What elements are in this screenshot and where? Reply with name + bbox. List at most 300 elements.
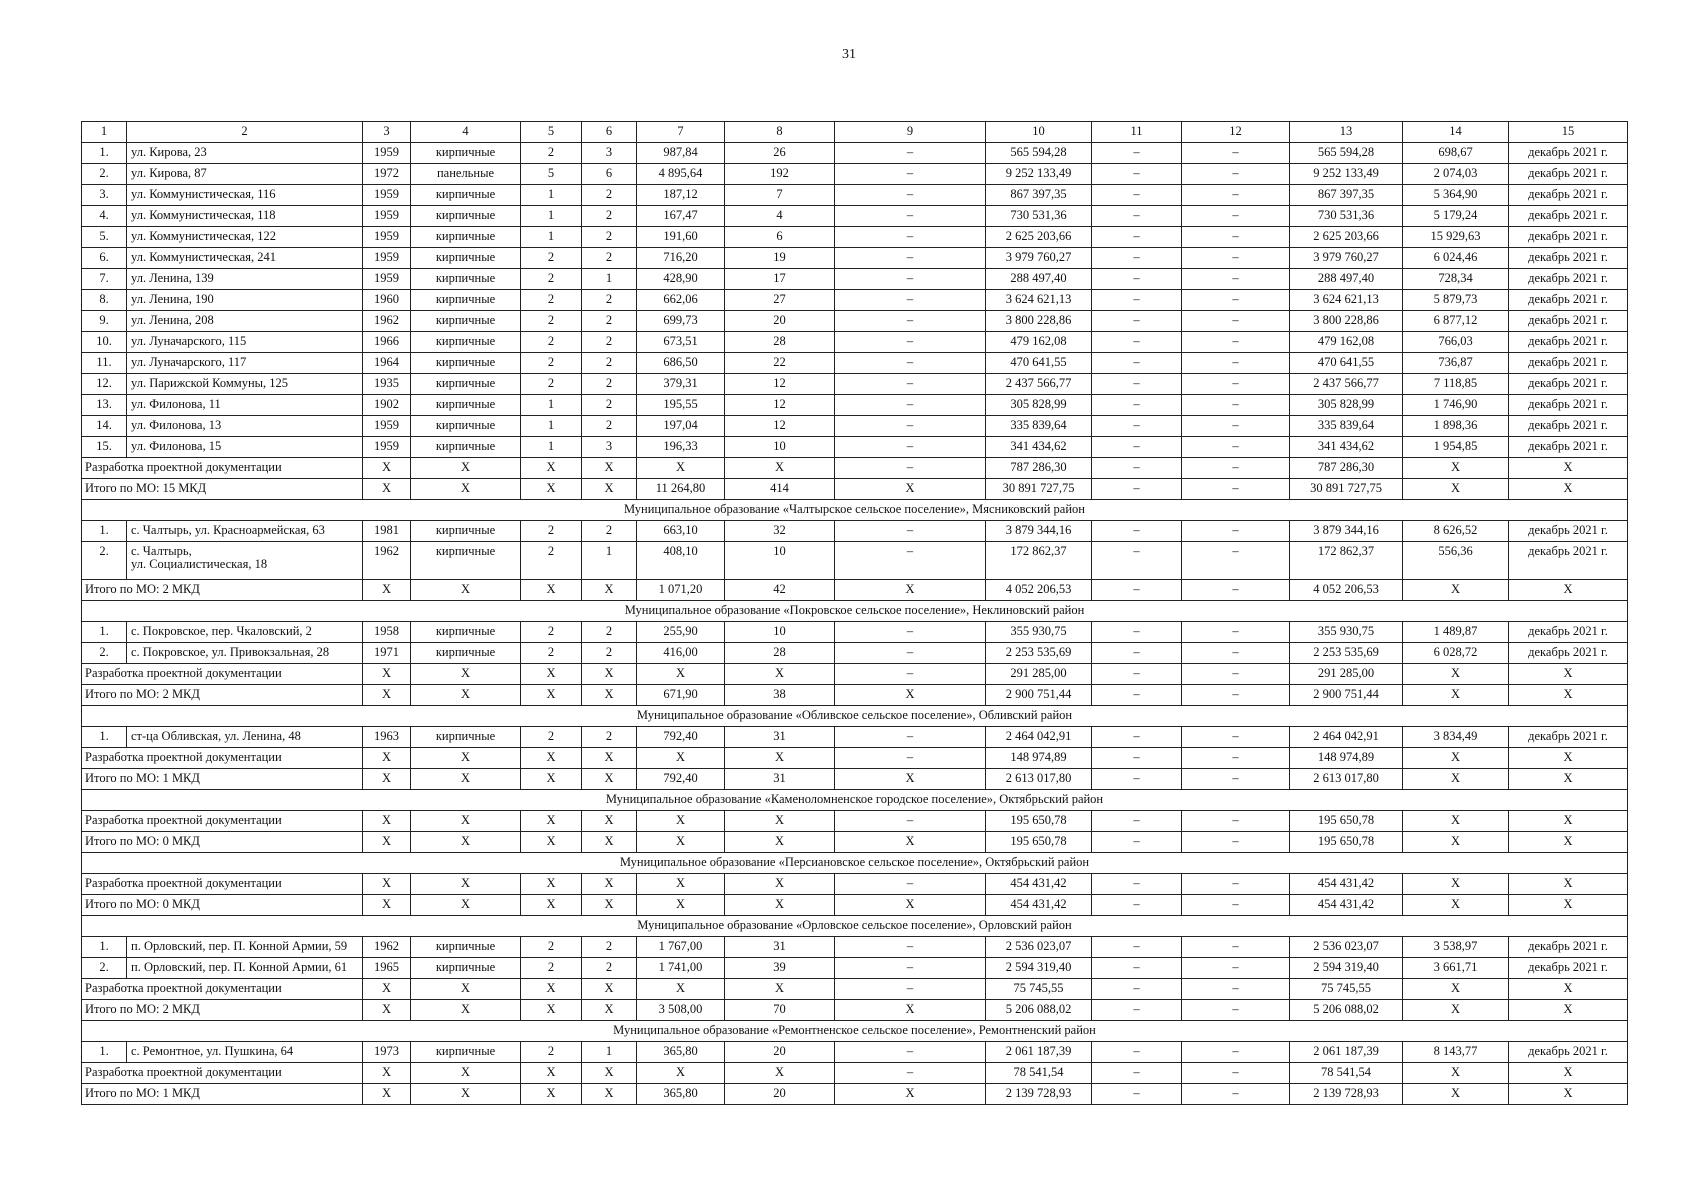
summary-cell: X	[637, 895, 725, 916]
table-cell: декабрь 2021 г.	[1509, 143, 1628, 164]
summary-cell: X	[582, 874, 637, 895]
table-cell: 2 625 203,66	[1290, 227, 1403, 248]
table-cell: 2	[521, 374, 582, 395]
table-cell: –	[1182, 437, 1290, 458]
table-row	[82, 643, 1628, 664]
summary-cell: X	[363, 1000, 411, 1021]
table-cell: –	[1092, 206, 1182, 227]
address-cell: п. Орловский, пер. П. Конной Армии, 61	[127, 958, 363, 979]
table-cell: 355 930,75	[986, 622, 1092, 643]
summary-label: Разработка проектной документации	[82, 811, 363, 832]
summary-row	[82, 979, 1628, 1000]
summary-row	[82, 1084, 1628, 1105]
table-row	[82, 958, 1628, 979]
address-cell: ул. Филонова, 13	[127, 416, 363, 437]
table-cell: 196,33	[637, 437, 725, 458]
summary-cell: –	[835, 979, 986, 1000]
table-row	[82, 937, 1628, 958]
table-cell: –	[1092, 143, 1182, 164]
summary-cell: X	[725, 1063, 835, 1084]
table-cell: 1962	[363, 937, 411, 958]
table-cell: –	[1092, 290, 1182, 311]
summary-row	[82, 580, 1628, 601]
address-cell: с. Чалтырь, ул. Социалистическая, 18	[127, 542, 363, 580]
table-cell: 730 531,36	[986, 206, 1092, 227]
table-cell: 7	[725, 185, 835, 206]
summary-cell: X	[521, 1000, 582, 1021]
table-cell: –	[1092, 542, 1182, 580]
table-cell: 2 437 566,77	[1290, 374, 1403, 395]
table-cell: 1959	[363, 416, 411, 437]
summary-cell: 30 891 727,75	[1290, 479, 1403, 500]
table-cell: 1.	[82, 622, 127, 643]
summary-cell: –	[1092, 769, 1182, 790]
summary-cell: –	[835, 748, 986, 769]
table-cell: 12	[725, 416, 835, 437]
page-number: 31	[842, 47, 856, 62]
table-cell: –	[1182, 269, 1290, 290]
table-cell: 5 364,90	[1403, 185, 1509, 206]
table-cell: 1.	[82, 727, 127, 748]
section-title: Муниципальное образование «Каменоломненское городское поселение», Октябрьский район	[82, 790, 1628, 811]
table-cell: 2	[582, 206, 637, 227]
summary-cell: 2 900 751,44	[986, 685, 1092, 706]
table-row	[82, 353, 1628, 374]
summary-cell: 792,40	[637, 769, 725, 790]
table-cell: 1966	[363, 332, 411, 353]
table-row	[82, 290, 1628, 311]
address-cell: ул. Коммунистическая, 241	[127, 248, 363, 269]
summary-cell: X	[582, 748, 637, 769]
summary-cell: 70	[725, 1000, 835, 1021]
table-cell: 2	[582, 622, 637, 643]
summary-cell: X	[835, 479, 986, 500]
summary-cell: X	[411, 685, 521, 706]
table-row	[82, 248, 1628, 269]
table-cell: 2	[521, 332, 582, 353]
table-cell: 3 800 228,86	[986, 311, 1092, 332]
section-row	[82, 916, 1628, 937]
table-cell: декабрь 2021 г.	[1509, 437, 1628, 458]
table-cell: 1964	[363, 353, 411, 374]
table-cell: 2	[521, 958, 582, 979]
table-cell: декабрь 2021 г.	[1509, 248, 1628, 269]
table-cell: панельные	[411, 164, 521, 185]
table-cell: –	[1182, 311, 1290, 332]
table-cell: декабрь 2021 г.	[1509, 937, 1628, 958]
summary-cell: 20	[725, 1084, 835, 1105]
summary-cell: X	[1403, 748, 1509, 769]
summary-cell: X	[1403, 685, 1509, 706]
summary-cell: X	[835, 580, 986, 601]
address-cell: ул. Луначарского, 117	[127, 353, 363, 374]
table-cell: 3 624 621,13	[986, 290, 1092, 311]
table-cell: 2	[521, 521, 582, 542]
table-cell: 2	[582, 958, 637, 979]
table-cell: 3 624 621,13	[1290, 290, 1403, 311]
summary-cell: X	[521, 895, 582, 916]
summary-row	[82, 479, 1628, 500]
table-cell: 2	[582, 353, 637, 374]
address-cell: п. Орловский, пер. П. Конной Армии, 59	[127, 937, 363, 958]
summary-cell: X	[363, 874, 411, 895]
table-cell: 1	[521, 416, 582, 437]
section-row	[82, 790, 1628, 811]
table-cell: 10.	[82, 332, 127, 353]
table-cell: 195,55	[637, 395, 725, 416]
summary-cell: X	[411, 664, 521, 685]
table-cell: –	[835, 311, 986, 332]
table-cell: 416,00	[637, 643, 725, 664]
summary-cell: X	[1509, 748, 1628, 769]
summary-cell: X	[411, 874, 521, 895]
table-cell: декабрь 2021 г.	[1509, 374, 1628, 395]
summary-cell: X	[582, 479, 637, 500]
table-cell: 2	[582, 290, 637, 311]
table-cell: декабрь 2021 г.	[1509, 206, 1628, 227]
table-cell: 355 930,75	[1290, 622, 1403, 643]
section-row	[82, 853, 1628, 874]
table-cell: 2	[582, 185, 637, 206]
summary-cell: X	[835, 1084, 986, 1105]
table-cell: 9 252 133,49	[1290, 164, 1403, 185]
summary-cell: –	[1182, 748, 1290, 769]
summary-cell: X	[363, 664, 411, 685]
table-cell: 2 594 319,40	[986, 958, 1092, 979]
summary-cell: X	[1403, 811, 1509, 832]
table-cell: –	[1182, 937, 1290, 958]
summary-cell: X	[835, 769, 986, 790]
section-row	[82, 1021, 1628, 1042]
table-cell: 1959	[363, 185, 411, 206]
summary-cell: –	[835, 664, 986, 685]
summary-cell: 414	[725, 479, 835, 500]
summary-cell: 4 052 206,53	[1290, 580, 1403, 601]
table-cell: –	[835, 353, 986, 374]
table-cell: кирпичные	[411, 727, 521, 748]
summary-cell: X	[363, 685, 411, 706]
table-cell: 4	[725, 206, 835, 227]
table-cell: –	[835, 937, 986, 958]
table-cell: 2	[582, 521, 637, 542]
column-number-cell: 9	[835, 122, 986, 143]
summary-cell: –	[835, 458, 986, 479]
summary-cell: X	[637, 458, 725, 479]
table-cell: 2	[582, 374, 637, 395]
table-row	[82, 542, 1628, 580]
summary-cell: 2 139 728,93	[986, 1084, 1092, 1105]
summary-cell: 30 891 727,75	[986, 479, 1092, 500]
table-row	[82, 622, 1628, 643]
table-cell: 736,87	[1403, 353, 1509, 374]
table-cell: 31	[725, 727, 835, 748]
summary-cell: X	[1509, 832, 1628, 853]
summary-cell: –	[1182, 1084, 1290, 1105]
summary-cell: X	[1509, 1063, 1628, 1084]
table-cell: –	[1092, 269, 1182, 290]
table-cell: 167,47	[637, 206, 725, 227]
table-cell: 6.	[82, 248, 127, 269]
table-cell: 479 162,08	[1290, 332, 1403, 353]
table-cell: –	[1182, 643, 1290, 664]
summary-label: Итого по МО: 1 МКД	[82, 1084, 363, 1105]
table-cell: 792,40	[637, 727, 725, 748]
table-cell: –	[1182, 185, 1290, 206]
address-cell: с. Покровское, пер. Чкаловский, 2	[127, 622, 363, 643]
section-title: Муниципальное образование «Орловское сельское поселение», Орловский район	[82, 916, 1628, 937]
summary-cell: –	[1092, 979, 1182, 1000]
address-cell: ул. Филонова, 11	[127, 395, 363, 416]
table-cell: 716,20	[637, 248, 725, 269]
table-cell: 556,36	[1403, 542, 1509, 580]
table-cell: 2 253 535,69	[986, 643, 1092, 664]
table-cell: 39	[725, 958, 835, 979]
table-cell: 1 489,87	[1403, 622, 1509, 643]
table-cell: 1965	[363, 958, 411, 979]
summary-cell: –	[1092, 580, 1182, 601]
table-cell: –	[1092, 353, 1182, 374]
summary-row	[82, 895, 1628, 916]
summary-cell: 75 745,55	[986, 979, 1092, 1000]
table-cell: 5 879,73	[1403, 290, 1509, 311]
table-cell: декабрь 2021 г.	[1509, 1042, 1628, 1063]
table-cell: 197,04	[637, 416, 725, 437]
table-cell: 867 397,35	[1290, 185, 1403, 206]
summary-cell: X	[1403, 1063, 1509, 1084]
table-cell: 15.	[82, 437, 127, 458]
column-number-cell: 13	[1290, 122, 1403, 143]
summary-cell: X	[411, 895, 521, 916]
address-cell: ул. Коммунистическая, 122	[127, 227, 363, 248]
table-cell: 2	[521, 643, 582, 664]
summary-cell: 78 541,54	[986, 1063, 1092, 1084]
table-cell: декабрь 2021 г.	[1509, 521, 1628, 542]
table-cell: 1.	[82, 937, 127, 958]
table-cell: 662,06	[637, 290, 725, 311]
table-cell: декабрь 2021 г.	[1509, 395, 1628, 416]
address-cell: ул. Коммунистическая, 118	[127, 206, 363, 227]
table-cell: –	[1092, 727, 1182, 748]
summary-cell: X	[1403, 580, 1509, 601]
summary-cell: X	[411, 458, 521, 479]
table-row	[82, 374, 1628, 395]
summary-cell: 75 745,55	[1290, 979, 1403, 1000]
table-cell: 2	[582, 332, 637, 353]
section-title: Муниципальное образование «Покровское сельское поселение», Неклиновский район	[82, 601, 1628, 622]
table-cell: 2	[521, 1042, 582, 1063]
column-number-cell: 5	[521, 122, 582, 143]
summary-cell: –	[1092, 479, 1182, 500]
table-cell: 1935	[363, 374, 411, 395]
table-cell: 1	[521, 437, 582, 458]
summary-cell: X	[582, 979, 637, 1000]
table-cell: –	[1182, 727, 1290, 748]
table-cell: 1958	[363, 622, 411, 643]
table-cell: 1962	[363, 542, 411, 580]
table-cell: кирпичные	[411, 206, 521, 227]
summary-cell: X	[582, 685, 637, 706]
table-cell: 22	[725, 353, 835, 374]
summary-cell: –	[1182, 685, 1290, 706]
table-cell: декабрь 2021 г.	[1509, 643, 1628, 664]
summary-cell: X	[582, 458, 637, 479]
table-cell: 1 898,36	[1403, 416, 1509, 437]
summary-cell: X	[725, 458, 835, 479]
table-cell: кирпичные	[411, 643, 521, 664]
table-cell: кирпичные	[411, 622, 521, 643]
table-cell: –	[1182, 622, 1290, 643]
summary-cell: –	[1092, 664, 1182, 685]
table-cell: 1	[582, 542, 637, 580]
table-cell: кирпичные	[411, 311, 521, 332]
summary-label: Итого по МО: 2 МКД	[82, 1000, 363, 1021]
summary-cell: X	[725, 748, 835, 769]
table-cell: кирпичные	[411, 227, 521, 248]
table-cell: –	[1182, 143, 1290, 164]
table-cell: 1972	[363, 164, 411, 185]
address-cell: ул. Коммунистическая, 116	[127, 185, 363, 206]
summary-cell: X	[1403, 979, 1509, 1000]
summary-cell: X	[1509, 664, 1628, 685]
table-body	[82, 122, 1628, 1105]
table-cell: 565 594,28	[986, 143, 1092, 164]
table-cell: 2	[582, 248, 637, 269]
table-cell: кирпичные	[411, 542, 521, 580]
summary-cell: X	[1509, 1084, 1628, 1105]
table-row	[82, 437, 1628, 458]
summary-cell: 2 900 751,44	[1290, 685, 1403, 706]
table-cell: –	[1092, 332, 1182, 353]
summary-cell: –	[1092, 874, 1182, 895]
table-cell: –	[1092, 227, 1182, 248]
table-cell: 1.	[82, 143, 127, 164]
table-cell: –	[835, 437, 986, 458]
table-cell: –	[1182, 958, 1290, 979]
table-cell: –	[1092, 395, 1182, 416]
summary-label: Разработка проектной документации	[82, 458, 363, 479]
table-cell: 19	[725, 248, 835, 269]
table-cell: 6 028,72	[1403, 643, 1509, 664]
table-cell: 728,34	[1403, 269, 1509, 290]
table-cell: 335 839,64	[986, 416, 1092, 437]
table-cell: –	[1182, 542, 1290, 580]
table-cell: 6	[725, 227, 835, 248]
table-cell: 2	[521, 248, 582, 269]
summary-cell: X	[1403, 874, 1509, 895]
table-cell: 1959	[363, 269, 411, 290]
table-cell: 3 879 344,16	[1290, 521, 1403, 542]
table-cell: –	[1182, 248, 1290, 269]
table-row	[82, 185, 1628, 206]
table-cell: –	[835, 643, 986, 664]
summary-label: Итого по МО: 2 МКД	[82, 580, 363, 601]
table-cell: 766,03	[1403, 332, 1509, 353]
summary-cell: 4 052 206,53	[986, 580, 1092, 601]
summary-cell: X	[1509, 458, 1628, 479]
summary-cell: X	[582, 895, 637, 916]
summary-row	[82, 748, 1628, 769]
table-row	[82, 311, 1628, 332]
table-cell: –	[1092, 521, 1182, 542]
summary-cell: 2 613 017,80	[986, 769, 1092, 790]
table-cell: 172 862,37	[1290, 542, 1403, 580]
table-cell: 14.	[82, 416, 127, 437]
table-cell: декабрь 2021 г.	[1509, 227, 1628, 248]
address-cell: ст-ца Обливская, ул. Ленина, 48	[127, 727, 363, 748]
table-cell: 288 497,40	[986, 269, 1092, 290]
table-cell: 1963	[363, 727, 411, 748]
table-cell: 4 895,64	[637, 164, 725, 185]
table-cell: 2	[582, 395, 637, 416]
table-cell: 2.	[82, 164, 127, 185]
summary-cell: X	[637, 979, 725, 1000]
summary-cell: X	[363, 811, 411, 832]
address-cell: ул. Филонова, 15	[127, 437, 363, 458]
address-cell: с. Чалтырь, ул. Красноармейская, 63	[127, 521, 363, 542]
table-cell: 1971	[363, 643, 411, 664]
table-cell: 663,10	[637, 521, 725, 542]
table-cell: 1	[521, 395, 582, 416]
summary-label: Разработка проектной документации	[82, 664, 363, 685]
summary-cell: X	[411, 748, 521, 769]
summary-cell: –	[1092, 685, 1182, 706]
summary-cell: –	[1182, 1063, 1290, 1084]
table-cell: 2 061 187,39	[1290, 1042, 1403, 1063]
table-cell: –	[1182, 164, 1290, 185]
summary-cell: X	[1403, 769, 1509, 790]
section-title: Муниципальное образование «Чалтырское сельское поселение», Мясниковский район	[82, 500, 1628, 521]
table-cell: 341 434,62	[1290, 437, 1403, 458]
summary-row	[82, 1063, 1628, 1084]
table-cell: 3	[582, 143, 637, 164]
table-cell: –	[835, 227, 986, 248]
summary-cell: X	[582, 1084, 637, 1105]
table-cell: 3 538,97	[1403, 937, 1509, 958]
table-cell: 5 179,24	[1403, 206, 1509, 227]
table-row	[82, 727, 1628, 748]
table-cell: –	[1182, 1042, 1290, 1063]
table-cell: 470 641,55	[986, 353, 1092, 374]
table-cell: 1 954,85	[1403, 437, 1509, 458]
summary-cell: X	[363, 458, 411, 479]
summary-label: Итого по МО: 15 МКД	[82, 479, 363, 500]
table-cell: 3 979 760,27	[986, 248, 1092, 269]
summary-cell: X	[363, 580, 411, 601]
summary-cell: 2 139 728,93	[1290, 1084, 1403, 1105]
table-cell: 1	[582, 269, 637, 290]
summary-cell: –	[1182, 458, 1290, 479]
summary-cell: 31	[725, 769, 835, 790]
table-cell: 2	[582, 311, 637, 332]
summary-cell: X	[411, 479, 521, 500]
table-cell: 2	[582, 643, 637, 664]
table-cell: –	[835, 248, 986, 269]
summary-cell: X	[1403, 895, 1509, 916]
table-cell: 32	[725, 521, 835, 542]
section-title: Муниципальное образование «Ремонтненское сельское поселение», Ремонтненский район	[82, 1021, 1628, 1042]
table-cell: 698,67	[1403, 143, 1509, 164]
table-cell: –	[1092, 185, 1182, 206]
summary-cell: X	[835, 832, 986, 853]
summary-cell: X	[1403, 832, 1509, 853]
summary-label: Итого по МО: 0 МКД	[82, 895, 363, 916]
table-cell: 10	[725, 542, 835, 580]
summary-cell: X	[363, 769, 411, 790]
table-cell: –	[835, 958, 986, 979]
summary-cell: X	[1509, 1000, 1628, 1021]
summary-cell: X	[582, 811, 637, 832]
table-cell: –	[835, 206, 986, 227]
